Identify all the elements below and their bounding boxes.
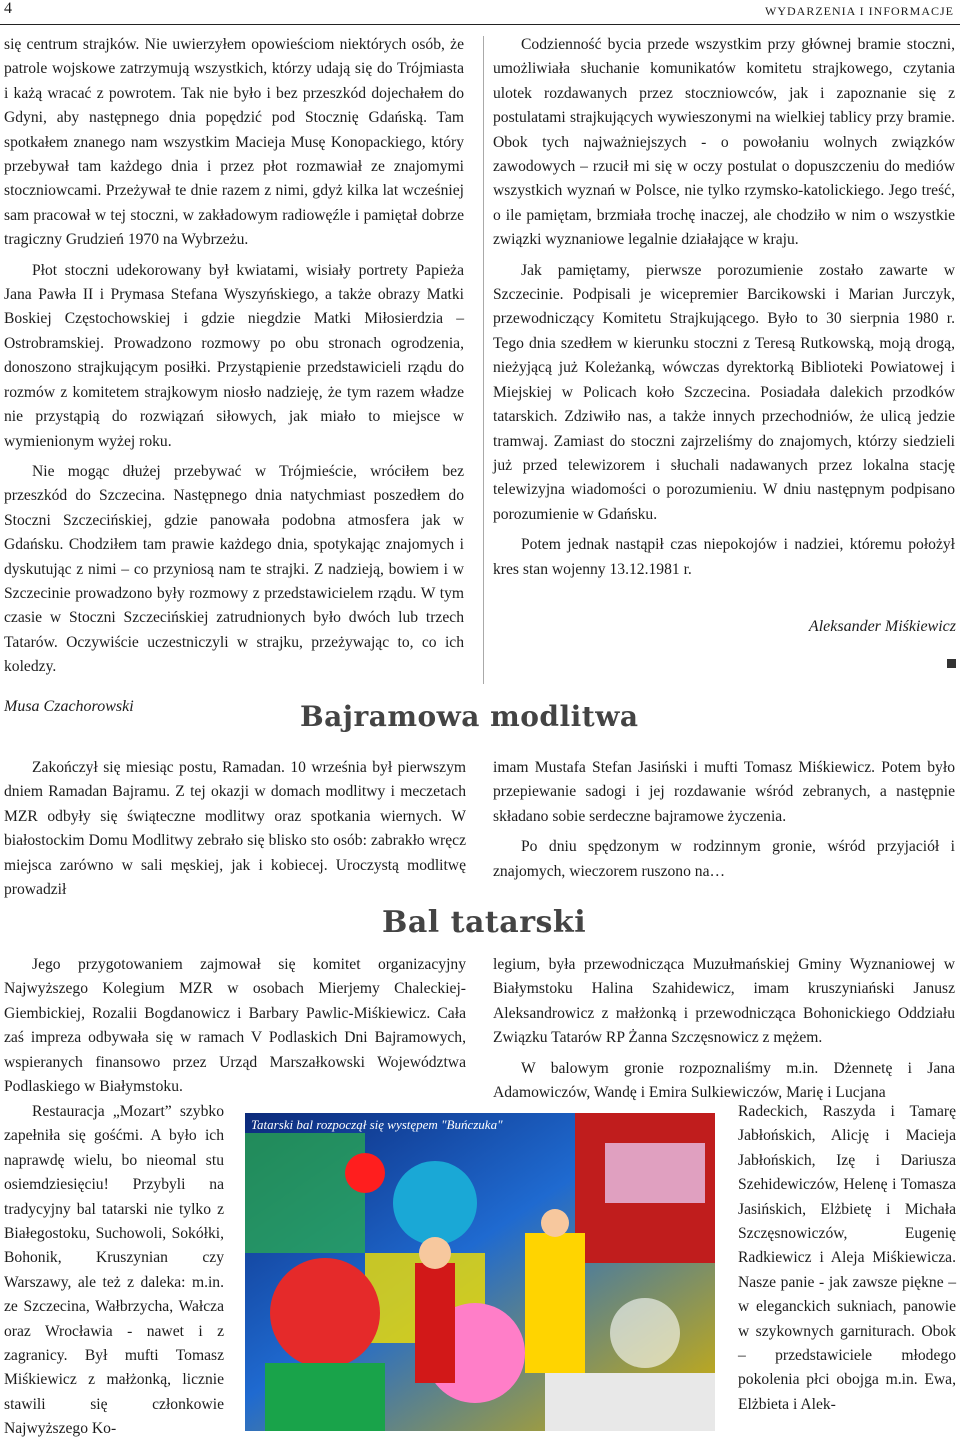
article3-left-intro xyxy=(4,953,466,1105)
article2-title: Bajramowa modlitwa xyxy=(300,700,639,733)
paragraph: Po dniu spędzonym w rodzinnym gronie, wśród przyjaciół i znajomych, wieczorem ruszono na… xyxy=(493,838,955,880)
paragraph: Restauracja „Mozart” szybko zapełniła się gośćmi. A było ich naprawdę wielu, bo nieomal stu osiemdziesięciu! Przybyli na tradycyjny bal tatarski nie tylko z Białegostoku, Suchowoli, Sokółki, Bohonik, Kruszynian czy Warszawy, ale też z daleka: m.in. ze Szczecina, Wałbrzycha, Wałcza oraz Wrocławia - nawet i z zagranicy. Był mufti Tomasz Miśkiewicz z małżonką, licznie stawili się członkowie Najwyższego Ko- xyxy=(4,1103,224,1438)
article2-left-column xyxy=(4,756,466,908)
article2-author: Musa Czachorowski xyxy=(4,698,134,715)
paragraph: Jak pamiętamy, pierwsze porozumienie zostało zawarte w Szczecinie. Podpisali je wicepremier Barcikowski i Marian Jurczyk, przewodniczący Komitetu Strajkującego. Było to 30 sierpnia 1980 r. Tego dnia szedłem w kierunku stoczni z Teresą Rutkowską, moją drogą, nieżyjącą już Koleżanką, wówczas dyrektorką Biblioteki Powiatowej i Miejskiej w Policach koło Szczecina. Posiadała dalekich przodków tatarskich. Zdziwiło nas, a także innych przechodniów, że ulicą jedzie tramwaj. Zamiast do stoczni zajrzeliśmy do znajomych, którzy siedzieli już przed telewizorem i słuchali nadawanych przez lokalna stację telewizyjna wiadomości o porozumieniu. W dniu następnym podpisano porozumienie w Gdańsku. xyxy=(493,261,955,523)
photo-illustration xyxy=(245,1113,715,1431)
article1-left-column xyxy=(4,33,464,686)
paragraph: Potem jednak nastąpił czas niepokojów i nadziei, któremu położył kres stan wojenny 13.12.1981 r. xyxy=(493,536,955,578)
paragraph: imam Mustafa Stefan Jasiński i mufti Tomasz Miśkiewicz. Potem było przepiewanie sadogi i jej rozdawanie wśród zebranych, a następnie składano sobie serdeczne bajramowe życzenia. xyxy=(493,759,955,825)
end-mark xyxy=(947,659,956,668)
column-divider xyxy=(483,36,484,684)
article3-left-narrow xyxy=(4,1100,224,1448)
article1-right-column xyxy=(493,33,955,588)
page-number: 4 xyxy=(4,0,12,17)
paragraph: Radeckich, Raszyda i Tamarę Jabłońskich, Alicję i Macieja Jabłońskich, Izę i Dariusza Szehidewiczów, Helenę i Tomasza Jasińskich, Elżbietę i Michała Szczęsnowiczów, Eugenię Radkiewicz i Aleja Miśkiewicza. Nasze panie - jak zawsze piękne – w eleganckich sukniach, panowie w szykownych garniturach. Obok – przedstawiciele młodego pokolenia płci obojga m.in. Ewa, Elżbieta i Alek- xyxy=(738,1103,956,1413)
article3-right-intro xyxy=(493,953,955,1111)
article3-title: Bal tatarski xyxy=(382,905,587,940)
header-rule xyxy=(0,24,960,25)
article3-right-narrow xyxy=(738,1100,956,1423)
paragraph: Jego przygotowaniem zajmował się komitet organizacyjny Najwyższego Kolegium MZR w osobach Mierjemy Chaleckiej-Giembickiej, Rozalii Bogdanowicz i Barbary Pawlic-Miśkiewicz. Cała zaś impreza odbywała się w ramach V Podlaskich Dni Bajramowych, wspieranych finansowo przez Urząd Marszałkowski Województwa Podlaskiego w Białymstoku. xyxy=(4,956,466,1096)
paragraph: W balowym gronie rozpoznaliśmy m.in. Dżennetę i Jana Adamowiczów, Wandę i Emira Sulkiewiczów, Marię i Lucjana xyxy=(493,1059,955,1102)
photo-caption: Tatarski bal rozpoczął się występem "Buńczuka" xyxy=(251,1117,503,1132)
section-title: WYDARZENIA I INFORMACJE xyxy=(765,4,954,18)
paragraph: się centrum strajków. Nie uwierzyłem opowieściom niektórych osób, że patrole wojskowe zatrzymują wszystkich, którzy udają się do Trójmiasta i każą wracać z powrotem. Tak nie było i bez przeszkód dojechałem do Gdyni, aby następnego dnia popędzić pod Stocznię Gdańską. Tam spotkałem znanego nam wszystkim Macieja Musę Konopackiego, który przebywał tam każdego dnia i przez płot rozmawiał ze znajomymi stoczniowcami. Przeżywał te dnie razem z nimi, gdyż kilka lat wcześniej sam pracował w tej stoczni, w zakładowym radiowęźle i pamiętał dobrze tragiczny Grudzień 1970 na Wybrzeżu. xyxy=(4,36,464,249)
paragraph: Zakończył się miesiąc postu, Ramadan. 10 września był pierwszym dniem Ramadan Bajramu. Z tej okazji w domach modlitwy i meczetach MZR odbyły się świąteczne modlitwy oraz spotkania wiernych. W białostockim Domu Modlitwy zebrało się blisko sto osób: zabrakło wręcz miejsca zarówno w sali męskiej, jak i kobiecej. Uroczystą modlitwę prowadził xyxy=(4,759,466,899)
event-photo xyxy=(245,1113,715,1431)
paragraph: Codzienność bycia przede wszystkim przy głównej bramie stoczni, umożliwiała słuchanie komunikatów komitetu strajkowego, czytania ulotek rozdawanych przez stoczniowców, jak i zapoznanie się z postulatami strajkujących wywieszonymi na wielkiej tablicy przy bramie. Obok tych najważniejszych - o powołaniu wolnych związków zawodowych – rzucił mi się w oczy postulat o dopuszczeniu do mediów wszystkich wyznań w Polsce, nie tylko rzymsko-katolickiego. Jego treść, o ile pamiętam, brzmiała trochę inaczej, ale chodziło w nim o wszystkie związki wyznaniowe legalnie działające w kraju. xyxy=(493,36,955,249)
article1-signature: Aleksander Miśkiewicz xyxy=(808,618,956,635)
paragraph: legium, była przewodnicząca Muzułmańskiej Gminy Wyznaniowej w Białymstoku Halina Szahidewicz, imam kruszyniański Janusz Aleksandrowicz z małżonką i przewodnicząca Bohonickiego Oddziału Związku Tatarów RP Żanna Szczęsnowicz z mężem. xyxy=(493,956,955,1047)
paragraph: Nie mogąc dłużej przebywać w Trójmieście, wróciłem bez przeszkód do Szczecina. Następnego dnia natychmiast poszedłem do Stoczni Szczecińskiej, gdzie panowała podobna atmosfera jak w Gdańsku. Chodziłem tam prawie każdego dnia, spotykając znajomych i dyskutując z nimi – co przyniosą nam te strajki. Z nadzieją, bowiem i w Szczecinie prowadzono były rozmowy z przedstawicielem rządu. W tym czasie w Stoczni Szczecińskiej zatrudnionych było dwóch lub trzech Tatarów. Oczywiście uczestniczyli w strajku, przeżywając to, co ich koledzy. xyxy=(4,462,464,676)
paragraph: Płot stoczni udekorowany był kwiatami, wisiały portrety Papieża Jana Pawła II i Prymasa Stefana Wyszyńskiego, a także obrazy Matki Boskiej Częstochowskiej i gdzie niegdzie Matki Miłosierdzia – Ostrobramskiej. Prowadzono rozmowy po obu stronach ogrodzenia, donoszono strajkującym posiłki. Przystąpienie przedstawicieli rządu do rozmów z komitetem strajkowym niosło nadzieję, że tym razem władze nie przystąpią do rozwiązań siłowych, jak miało to miejsce w wymienionym wyżej roku. xyxy=(4,261,464,450)
article2-right-column xyxy=(493,756,955,890)
